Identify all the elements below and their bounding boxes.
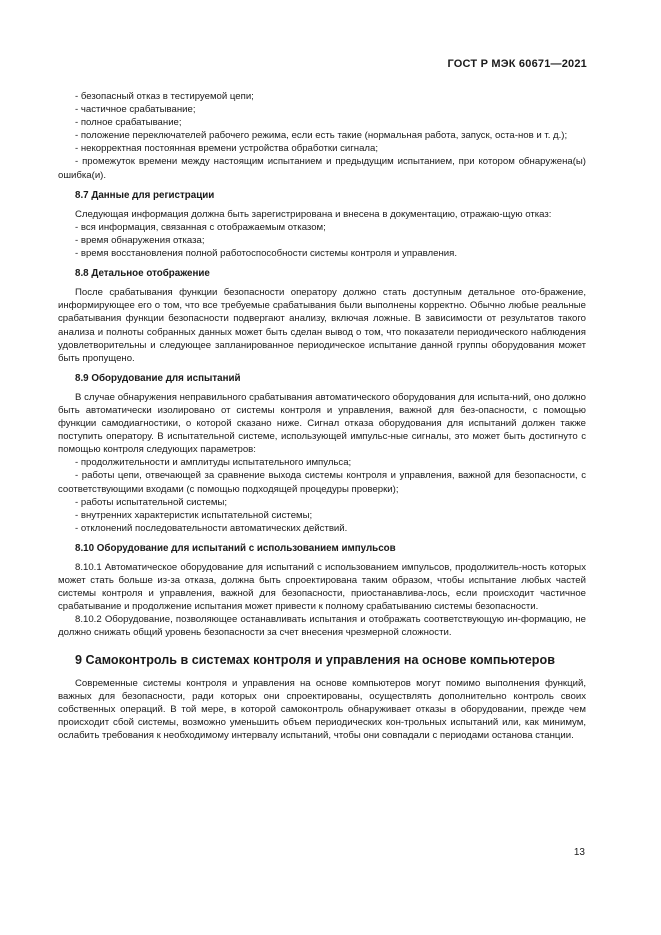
paragraph: Современные системы контроля и управления на основе компьютеров могут помимо выполнения функций, важных для безопасности, ради которых они спроектированы, осуществлять дополнительно контроль своих собственных операций. В той мере, в которой самоконтроль обнаруживает отказы в оборудовании, прежде чем происходит сбой системы, возможно уменьшить объем периодических кон-трольных испытаний или, как минимум, ослабить требования к необходимому интервалу испытаний, чтобы они совпадали с периодами останова станции. <box>58 677 586 741</box>
list-item: - некорректная постоянная времени устройства обработки сигнала; <box>75 143 379 155</box>
page-content <box>58 90 586 742</box>
list-item: - продолжительности и амплитуды испытательного импульса; <box>75 457 352 469</box>
list-item: - внутренних характеристик испытательной системы; <box>75 509 313 521</box>
list-item: - безопасный отказ в тестируемой цепи; <box>75 91 254 102</box>
paragraph: Следующая информация должна быть зарегистрирована и внесена в документацию, отражаю-щую отказ: <box>75 208 552 220</box>
list-item: - положение переключателей рабочего режима, если есть такие (нормальная работа, запуск, оста-нов и т. д.); <box>75 130 568 142</box>
standard-designation: ГОСТ Р МЭК 60671—2021 <box>447 58 587 70</box>
list-item: - полное срабатывание; <box>75 117 182 129</box>
section-heading-8-7: 8.7 Данные для регистрации <box>75 189 215 201</box>
list-item: - время восстановления полной работоспособности системы контроля и управления. <box>75 248 457 260</box>
list-item: - работы испытательной системы; <box>75 496 228 508</box>
paragraph: 8.10.1 Автоматическое оборудование для испытаний с использованием импульсов, продолжитель-ность которых может стать больше из-за отказа, должна быть спроектирована таким образом, чтобы испытание любых частей системы контроля и управления, важной для безопасности, приостанавлива-лось, если происходит частичное срабатывание и продолжение испытания может привести к полному срабатыванию системы безопасности. <box>58 562 586 613</box>
list-item: - отклонений последовательности автоматических действий. <box>75 522 348 534</box>
page-number: 13 <box>573 847 585 858</box>
list-item: - вся информация, связанная с отображаемым отказом; <box>75 221 326 233</box>
paragraph: После срабатывания функции безопасности оператору должно стать доступным детальное ото-бражение, информирующее его о том, что все требуемые срабатывания были выполнены корректно. Обычно любые реальные срабатывания функции безопасности подвергают анализу, включая ложные. В зависимости от результатов такого анализа и полноты собранных данных может быть сделан вывод о том, что показатели периодического наблюдения удовлетворительны и следующее запланированное периодическое испытание данной группы оборудования может быть пропущено. <box>58 287 586 364</box>
section-heading-9: 9 Самоконтроль в системах контроля и управления на основе компьютеров <box>75 652 555 667</box>
list-item: - частичное срабатывание; <box>75 104 196 116</box>
section-heading-8-10: 8.10 Оборудование для испытаний с использованием импульсов <box>75 542 396 554</box>
list-item: - время обнаружения отказа; <box>75 234 205 246</box>
section-heading-8-8: 8.8 Детальное отображение <box>75 268 210 280</box>
section-heading-8-9: 8.9 Оборудование для испытаний <box>75 372 241 384</box>
list-item: - промежуток времени между настоящим испытанием и предыдущим испытанием, при котором обнаружена(ы) ошибка(и). <box>58 156 586 181</box>
paragraph: В случае обнаружения неправильного срабатывания автоматического оборудования для испыта-ний, оно должно быть автоматически изолировано от системы контроля и управления, важной для без-опасности, с помощью функции самодиагностики, о которой сказано ниже. Сигнал отказа оборудования для испытаний должен также поступить оператору. В испытательной системе, использующей импульс-ные сигналы, это может быть достигнуто с помощью контроля следующих параметров: <box>58 391 586 456</box>
list-item: - работы цепи, отвечающей за сравнение выхода системы контроля и управления, важной для безопасности, с соответствующими входами (с помощью подходящей процедуры проверки); <box>58 470 586 495</box>
paragraph: 8.10.2 Оборудование, позволяющее останавливать испытания и отображать соответствующую ин-формацию, не должно снижать общий уровень безопасности за счет внесения чрезмерной сложности. <box>58 614 586 639</box>
